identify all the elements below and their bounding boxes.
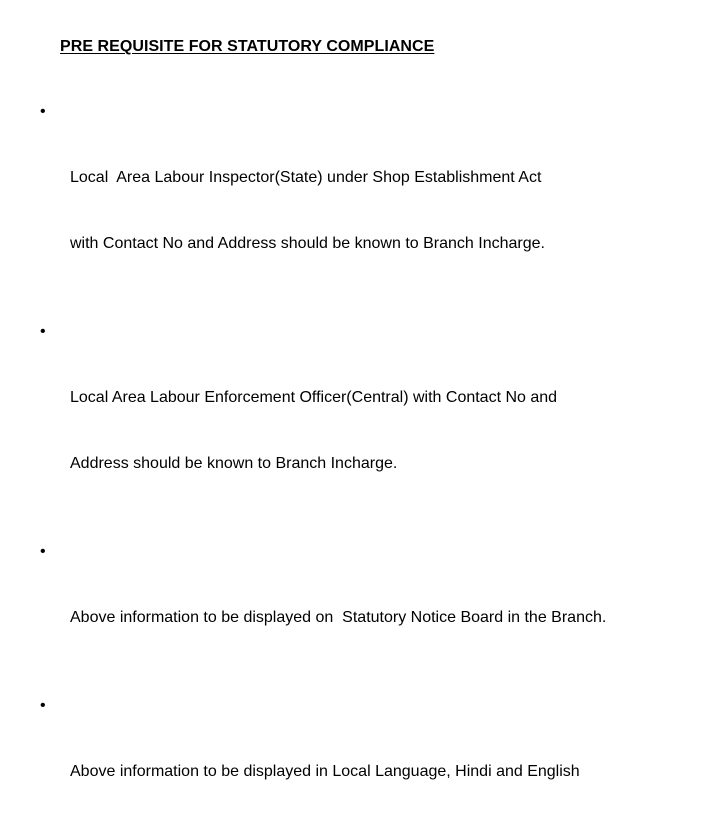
bullet-item — [40, 101, 700, 299]
bullet-line: Above information to be displayed in Local Language, Hindi and English — [70, 763, 580, 780]
bullet-dot-icon: • — [40, 323, 46, 340]
bullet-item — [40, 695, 700, 827]
bullet-dot-icon: • — [40, 103, 46, 120]
bullet-line: Local Area Labour Inspector(State) under Shop Establishment Act — [70, 169, 542, 186]
bullet-line: Local Area Labour Enforcement Officer(Central) with Contact No and — [70, 389, 558, 406]
bullet-dot-icon: • — [40, 697, 46, 714]
bullet-line: with Contact No and Address should be known to Branch Incharge. — [70, 235, 545, 252]
bullet-item — [40, 321, 700, 519]
bullet-line: Above information to be displayed on Statutory Notice Board in the Branch. — [70, 609, 607, 626]
slide-title: PRE REQUISITE FOR STATUTORY COMPLIANCE — [60, 38, 435, 55]
bullet-dot-icon: • — [40, 543, 46, 560]
bullet-line: Address should be known to Branch Incharge. — [70, 455, 398, 472]
bullet-item — [40, 541, 700, 673]
bullet-list — [40, 101, 700, 827]
